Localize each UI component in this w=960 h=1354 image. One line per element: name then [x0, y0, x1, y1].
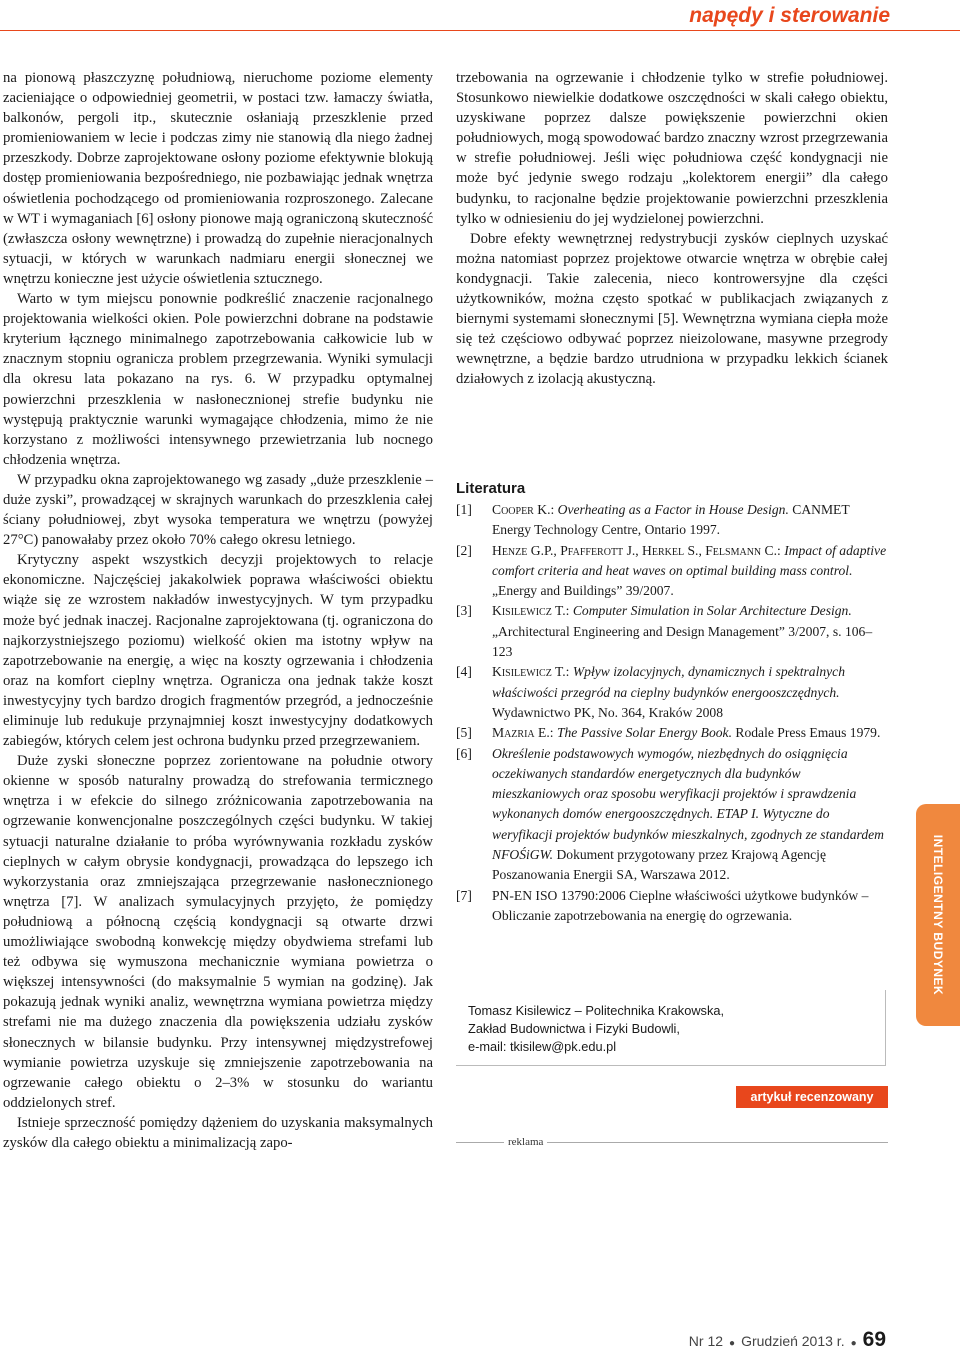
- reference-separator: :: [549, 725, 557, 741]
- section-side-tab: [916, 804, 960, 1026]
- author-info-box: [456, 990, 886, 1066]
- reference-author: Mazria E.: [492, 725, 550, 741]
- reference-separator: :: [777, 542, 785, 558]
- paragraph: W przypadku okna zaprojektowanego wg zasady „duże przeszklenie – duże zyski”, prowadzącej w skrajnych warunkach do przeszklenia całej ściany południowej, zbyt wysoka temperatura we wnętrzu (powyżej 27°C) panowałaby przez około 70% całego okresu letniego.: [3, 471, 433, 549]
- page-header: [0, 0, 960, 38]
- reference-number: [4]: [456, 664, 472, 680]
- author-department: Zakład Budownictwa i Fizyki Budowli,: [468, 1021, 680, 1036]
- reference-details: PN-EN ISO 13790:2006 Cieplne właściwości użytkowe budynków – Obliczanie zapotrzebowania na energię do ogrzewania.: [492, 887, 869, 923]
- reference-item: [456, 723, 888, 743]
- page-number: 69: [862, 1328, 886, 1351]
- reference-item: [456, 541, 888, 602]
- reference-title: Computer Simulation in Solar Architecture Design.: [572, 603, 852, 619]
- reference-separator: :: [565, 603, 573, 619]
- reference-number: [3]: [456, 603, 472, 619]
- reference-details: Wydawnictwo PK, No. 364, Kraków 2008: [492, 704, 724, 720]
- section-title: napędy i sterowanie: [689, 4, 890, 27]
- reference-title: Określenie podstawowych wymogów, niezbędnych do osiągnięcia oczekiwanych standardów energetycznych dla budynków mieszkaniowych oraz sposobu weryfikacji projektów i sprawdzenia wykonanych domów energooszczędnych. ETAP I. Wytyczne do weryfikacji projektów budynków mieszkalnych, zgodnych ze standardem NFOŚiGW.: [492, 745, 884, 863]
- paragraph: Krytyczny aspekt wszystkich decyzji projektowych to relacje ekonomiczne. Najczęściej jakakolwiek poprawa właściwości obiektu wiąże się ze wzrostem nakładów inwestycyjnych. W tym przypadku może być jednak inaczej. Racjonalne zaprojektowana (tj. ograniczona do najkorzystniejszego poziomu) wielkość okien ma istotny wpływ na zapotrzebowanie na energię, a więc na koszty ogrzewania i chłodzenia oraz na komfort cieplny wnętrza. Ogranicza ona jednak także koszt inwestycyjny tych bardzo drogich fragmentów przegród, a jednocześnie eliminuje lub redukuje przynajmniej koszt inwestycyjny dodatkowych zabiegów, których celem jest ochrona budynku przed przegrzewaniem.: [3, 552, 433, 750]
- bullet-icon: ●: [850, 1338, 857, 1349]
- bullet-icon: ●: [729, 1338, 736, 1349]
- paragraph: Istnieje sprzeczność pomiędzy dążeniem do uzyskania maksymalnych zysków dla całego obiektu a minimalizacją zapo-: [3, 1114, 433, 1151]
- left-column: [3, 68, 433, 1153]
- reference-number: [5]: [456, 725, 472, 741]
- reference-details: Dokument przygotowany przez Krajową Agencję Poszanowania Energii SA, Warszawa 2012.: [492, 847, 826, 883]
- reference-title: The Passive Solar Energy Book.: [556, 725, 732, 741]
- page-footer: [689, 1328, 886, 1352]
- reference-title: Overheating as a Factor in House Design.: [557, 502, 789, 517]
- reference-author: Cooper K.: [492, 502, 551, 517]
- side-tab-label: INTELIGENTNY BUDYNEK: [931, 834, 945, 996]
- paragraph: trzebowania na ogrzewanie i chłodzenie tylko w strefie południowej. Stosunkowo niewielkie dodatkowe oszczędności w skali całego obiektu, uzyskiwane poprzez dalsze powiększenie powierzchni okien południowych, mogą spowodować bardzo znaczny wzrost przegrzewania w strefie południowej. Jeśli więc południowa część kondygnacji nie może być jedynie swego rodzaju „kolektorem energii” dla całego budynku, to racjonalne będzie projektowanie powierzchni przeszklenia tylko w odniesieniu do jej wydzielonej powierzchni.: [456, 70, 888, 227]
- reference-title: Wpływ izolacyjnych, dynamicznych i spektralnych właściwości przegród na cieplny budynków energooszczędnych.: [492, 664, 846, 700]
- reference-number: [6]: [456, 745, 472, 761]
- reference-item: [456, 601, 888, 662]
- reference-author: Kisilewicz T.: [492, 664, 566, 680]
- right-column: [456, 68, 888, 390]
- header-rule: [0, 30, 960, 31]
- reference-separator: :: [550, 502, 558, 517]
- reference-title: Impact of adaptive comfort criteria and heat waves on optimal building mass control.: [492, 542, 887, 578]
- advertisement-label: reklama: [504, 1136, 547, 1148]
- author-email[interactable]: e-mail: tkisilew@pk.edu.pl: [468, 1039, 617, 1054]
- reference-item: [456, 744, 888, 886]
- issue-date: Grudzień 2013 r.: [741, 1333, 845, 1349]
- reference-details: „Energy and Buildings” 39/2007.: [492, 583, 674, 599]
- reference-item: [456, 886, 888, 927]
- reference-item: [456, 662, 888, 723]
- reference-list: [456, 500, 888, 926]
- paragraph: na pionową płaszczyznę południową, nieruchome poziome elementy zacieniające o odpowiedniej geometrii, w postaci tzw. łamaczy światła, balkonów, pergoli itp., skutecznie osłaniają przeszklenie przed promieniowaniem w lecie i podczas zimy nie stanowią dla niego żadnej przeszkody. Dobrze zaprojektowane osłony poziome efektywnie blokują dostęp promieniowania bezpośredniego, nie pozbawiając jednak wnętrza oświetlenia pochodzącego od promieniowania rozproszonego. Zalecane w WT i wymaganiach [6] osłony pionowe mają ograniczoną skuteczność (zwłaszcza osłony wewnętrzne) i prowadzą do zupełnie nieracjonalnych sytuacji, w których w warunkach nadmiaru energii słonecznej we wnętrzu konieczne jest użycie oświetlenia sztucznego.: [3, 70, 433, 287]
- reference-separator: :: [565, 664, 573, 680]
- literature-heading: Literatura: [456, 480, 526, 497]
- reference-details: „Architectural Engineering and Design Management” 3/2007, s. 106–123: [492, 623, 873, 660]
- issue-number: Nr 12: [688, 1333, 724, 1349]
- reference-item: [456, 500, 888, 541]
- reference-number: [1]: [456, 502, 472, 517]
- author-name: Tomasz Kisilewicz – Politechnika Krakowska,: [468, 1003, 725, 1018]
- reference-number: [2]: [456, 542, 472, 558]
- paragraph: Duże zyski słoneczne poprzez zorientowane na południe otwory okienne w sposób naturalny prowadzą do strefowania termicznego wnętrza i w efekcie do silnego zróżnicowania zapotrzebowania na ogrzewanie konwencjonalne poszczególnych części budynku. W takiej sytuacji naturalne działanie to próba wyrównywania rozkładu zysków cieplnych w całym obrysie kondygnacji, prowadząca do lepszego ich wykorzystania oraz zmniejszająca przegrzewanie nasłonecznionego wnętrza [7]. W analizach symulacyjnych przyjęto, że pomiędzy południową a północną częścią kondygnacji są otwarte drzwi umożliwiające swobodną konwekcję między obydwiema strefami lub też odbywa się wymuszona mechanicznie wymiana powietrza o większej intensywności (do maksymalnie 5 wymian na godzinę). Jak pokazują jednak wyniki analiz, wewnętrzna wymiana powietrza między strefami nie ma dużego znaczenia dla powiększenia udziału zysków słonecznych w bilansie budynku. Przy intensywnej międzystrefowej wymianie powietrza uzyskuje się zmniejszenie zapotrzebowania na ogrzewanie całego obiektu o 2–3% w stosunku do wariantu oddzielonych stref.: [3, 753, 433, 1111]
- reference-details: Rodale Press Emaus 1979.: [731, 725, 881, 741]
- reference-author: Henze G.P., Pfafferott J., Herkel S., Felsmann C.: [492, 542, 777, 558]
- reviewed-article-badge: artykuł recenzowany: [736, 1086, 888, 1108]
- paragraph: Warto w tym miejscu ponownie podkreślić znaczenie racjonalnego projektowania wielkości okien. Pole powierzchni dobrane na podstawie kryterium łącznego minimalnego zapotrzebowania całkowicie lub w znacznym stopniu ogranicza problem przegrzewania. Wyniki symulacji dla okresu lata pokazano na rys. 6. W przypadku optymalnej powierzchni przeszklenia w nasłonecznionej strefie budynku nie występują praktycznie warunki wymagające chłodzenia, mimo że nie korzystano z możliwości intensywnego przewietrzania lub nocnego chłodzenia wnętrza.: [3, 291, 433, 468]
- paragraph: Dobre efekty wewnętrznej redystrybucji zysków cieplnych uzyskać można natomiast poprzez projektowe otwarcie wnętrza w obrębie całej kondygnacji. Takie zalecenia, nieco kontrowersyjne dla części użytkowników, można często spotkać w publikacjach związanych z biernymi systemami słonecznymi [5]. Wewnętrzna wymiana ciepła może się też częściowo odbywać poprzez nieizolowane, masywne przegrody wewnętrzne, a będzie bardzo utrudniona w przypadku lekkich ścianek działowych z izolacją akustyczną.: [456, 230, 888, 388]
- reference-details: CANMET Energy Technology Centre, Ontario 1997.: [492, 502, 850, 538]
- reference-author: Kisilewicz T.: [492, 603, 566, 619]
- reference-number: [7]: [456, 887, 472, 903]
